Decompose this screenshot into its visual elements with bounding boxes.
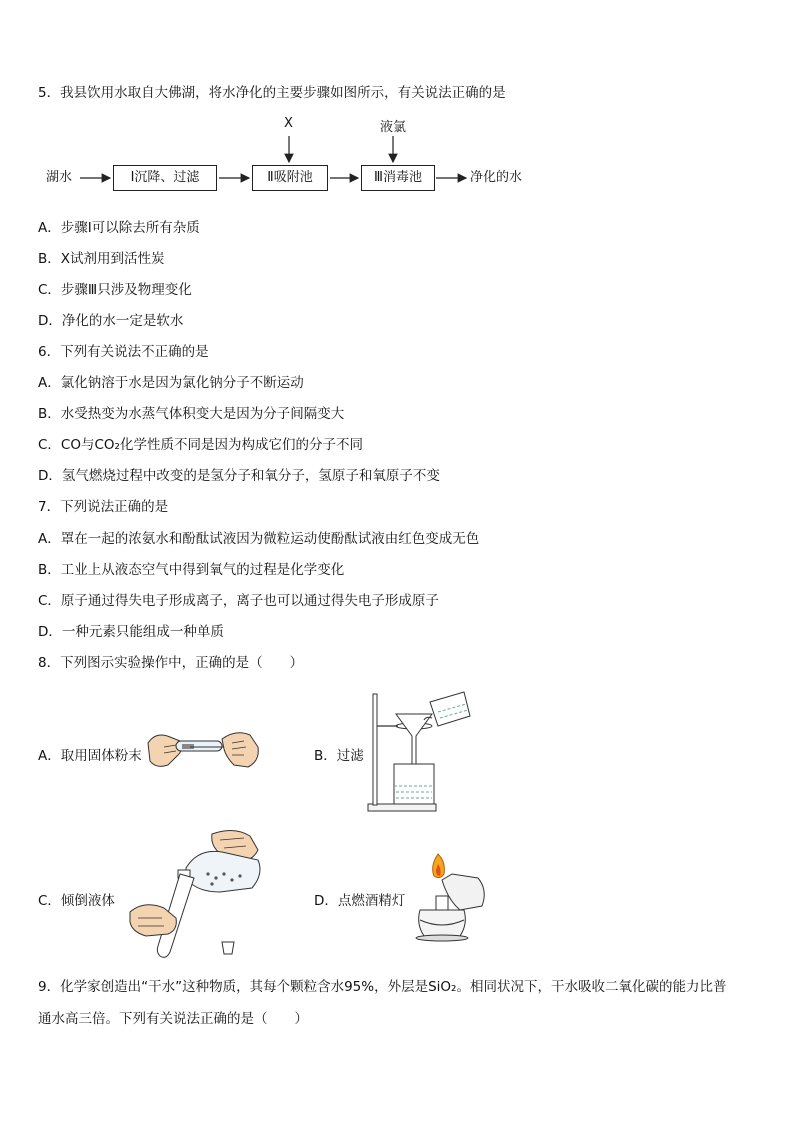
q8-option-a: A．取用固体粉末 <box>38 748 142 764</box>
q9-line2: 通水高三倍。下列有关说法正确的是（ ） <box>38 1011 308 1027</box>
q6-stem: 6．下列有关说法不正确的是 <box>38 344 209 360</box>
q6-option-c: C．CO与CO₂化学性质不同是因为构成它们的分子不同 <box>38 437 363 453</box>
q6-option-d: D．氢气燃烧过程中改变的是氢分子和氧分子，氢原子和氧原子不变 <box>38 468 440 484</box>
flow-input-x: X <box>284 116 293 131</box>
q7-option-d: D．一种元素只能组成一种单质 <box>38 624 224 640</box>
q5-stem: 5．我县饮用水取自大佛湖，将水净化的主要步骤如图所示，有关说法正确的是 <box>38 85 506 101</box>
alcohol-lamp-illustration <box>404 850 490 946</box>
flow-input-chlorine: 液氯 <box>380 120 407 135</box>
q8-option-b: B．过滤 <box>314 748 364 764</box>
flow-start: 湖水 <box>46 170 73 185</box>
q6-option-b: B．水受热变为水蒸气体积变大是因为分子间隔变大 <box>38 406 345 422</box>
flow-end: 净化的水 <box>470 170 523 185</box>
q7-option-b: B．工业上从液态空气中得到氧气的过程是化学变化 <box>38 562 345 578</box>
q9-line1: 9．化学家创造出“干水”这种物质，其每个颗粒含水95%，外层是SiO₂。相同状况下，干水吸收二氧化碳的能力比普 <box>38 979 727 995</box>
q7-option-a: A．罩在一起的浓氨水和酚酞试液因为微粒运动使酚酞试液由红色变成无色 <box>38 531 480 547</box>
q5-option-d: D．净化的水一定是软水 <box>38 313 184 329</box>
flow-box-2: Ⅱ吸附池 <box>252 165 328 191</box>
powder-sampling-illustration <box>146 725 262 779</box>
q5-option-b: B．X试剂用到活性炭 <box>38 251 165 267</box>
q7-option-c: C．原子通过得失电子形成离子，离子也可以通过得失电子形成原子 <box>38 593 439 609</box>
q8-option-c: C．倾倒液体 <box>38 893 115 909</box>
flow-box-3: Ⅲ消毒池 <box>361 165 435 191</box>
water-purification-flowchart <box>0 110 794 200</box>
q8-option-d: D．点燃酒精灯 <box>314 893 406 909</box>
filtration-illustration <box>366 690 474 818</box>
q7-stem: 7．下列说法正确的是 <box>38 499 169 515</box>
pouring-liquid-illustration <box>124 826 274 966</box>
flow-box-1: Ⅰ沉降、过滤 <box>113 165 217 191</box>
q5-option-a: A．步骤Ⅰ可以除去所有杂质 <box>38 220 200 236</box>
q6-option-a: A．氯化钠溶于水是因为氯化钠分子不断运动 <box>38 375 304 391</box>
q8-stem: 8．下列图示实验操作中，正确的是（ ） <box>38 655 304 671</box>
q5-option-c: C．步骤Ⅲ只涉及物理变化 <box>38 282 192 298</box>
